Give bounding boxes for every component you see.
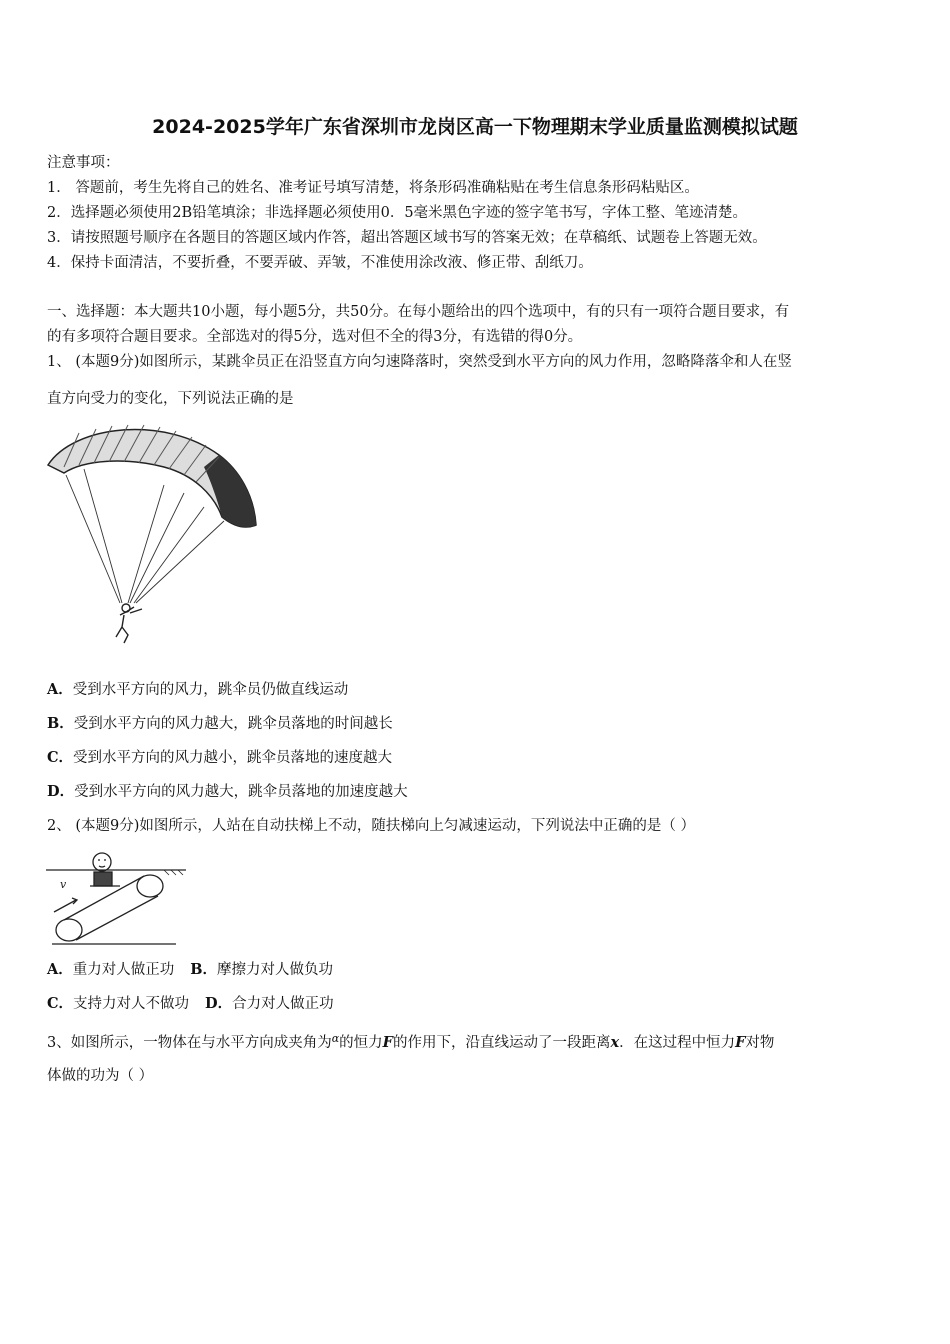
q3-force-symbol-1: F [382, 1034, 393, 1051]
page-title: 2024-2025学年广东省深圳市龙岗区高一下物理期末学业质量监测模拟试题 [152, 116, 798, 138]
parachute-figure [44, 415, 264, 650]
q1-option-a-text: 受到水平方向的风力，跳伞员仍做直线运动 [72, 682, 349, 698]
q2-option-c-letter: C． [47, 995, 74, 1012]
notice-item-4: 4．保持卡面清洁，不要折叠，不要弄破、弄皱，不准使用涂改液、修正带、刮纸刀。 [47, 255, 593, 271]
q2-option-b-letter: B． [190, 961, 218, 978]
q3-distance-symbol: x [610, 1034, 620, 1051]
notice-heading: 注意事项： [47, 155, 120, 171]
q3-text-5: 对物 [745, 1035, 775, 1051]
q3-force-symbol-2: F [735, 1034, 746, 1051]
q3-text-3: 的作用下，沿直线运动了一段距离 [392, 1035, 611, 1051]
q2-options-row-2 [47, 994, 334, 1014]
q1-stem-line-2: 直方向受力的变化，下列说法正确的是 [47, 391, 294, 407]
q2-option-d-letter: D． [205, 995, 233, 1012]
notice-item-2: 2．选择题必须使用2B铅笔填涂；非选择题必须使用0．5毫米黑色字迹的签字笔书写，字体工整、笔迹清楚。 [47, 205, 748, 221]
q1-option-d-text: 受到水平方向的风力越大，跳伞员落地的加速度越大 [74, 784, 408, 800]
q3-alpha-symbol: α [331, 1032, 340, 1045]
q2-option-a-letter: A． [47, 961, 73, 978]
q1-option-a-letter: A． [47, 681, 73, 698]
q1-option-c-letter: C． [47, 749, 74, 766]
q1-stem-line-1: 1、 (本题9分)如图所示，某跳伞员正在沿竖直方向匀速降落时，突然受到水平方向的风力作用，忽略降落伞和人在竖 [47, 354, 792, 370]
q3-text-2: 的恒力 [339, 1035, 383, 1051]
q2-option-d-text: 合力对人做正功 [232, 996, 334, 1012]
q1-option-b[interactable] [47, 714, 393, 734]
q1-option-a[interactable] [47, 680, 348, 700]
q1-option-d[interactable] [47, 782, 408, 802]
escalator-figure [46, 846, 188, 948]
notice-item-1: 1． 答题前，考生先将自己的姓名、准考证号填写清楚，将条形码准确粘贴在考生信息条形码粘贴区。 [47, 180, 699, 196]
q1-option-b-letter: B． [47, 715, 74, 732]
q3-text-1: 3、如图所示，一物体在与水平方向成夹角为 [47, 1035, 332, 1051]
notice-item-3: 3．请按照题号顺序在各题目的答题区域内作答，超出答题区域书写的答案无效；在草稿纸、试题卷上答题无效。 [47, 230, 767, 246]
q3-stem-line-1 [47, 1029, 774, 1053]
q3-text-4: ．在这过程中恒力 [619, 1035, 736, 1051]
q1-option-c-text: 受到水平方向的风力越小，跳伞员落地的速度越大 [73, 750, 393, 766]
q2-option-c-text: 支持力对人不做功 [73, 996, 190, 1012]
section-intro-line-2: 的有多项符合题目要求。全部选对的得5分，选对但不全的得3分，有选错的得0分。 [47, 329, 583, 345]
q2-option-a-text: 重力对人做正功 [72, 962, 175, 978]
q1-option-d-letter: D． [47, 783, 75, 800]
q2-options-row-1 [47, 960, 333, 980]
q2-option-b-text: 摩擦力对人做负功 [217, 962, 334, 978]
q2-option-c[interactable] [47, 996, 189, 1012]
escalator-velocity-label: v [60, 878, 67, 891]
q1-option-c[interactable] [47, 748, 392, 768]
q3-stem-line-2: 体做的功为（ ） [47, 1068, 154, 1084]
q1-option-b-text: 受到水平方向的风力越大，跳伞员落地的时间越长 [73, 716, 393, 732]
q2-stem: 2、 (本题9分)如图所示，人站在自动扶梯上不动，随扶梯向上匀减速运动，下列说法中正确的是（ ） [47, 818, 695, 834]
q2-option-a[interactable] [47, 962, 174, 978]
q2-option-d[interactable] [205, 996, 334, 1012]
q2-option-b[interactable] [190, 962, 333, 978]
section-intro-line-1: 一、选择题：本大题共10小题，每小题5分，共50分。在每小题给出的四个选项中，有的只有一项符合题目要求，有 [47, 304, 790, 320]
